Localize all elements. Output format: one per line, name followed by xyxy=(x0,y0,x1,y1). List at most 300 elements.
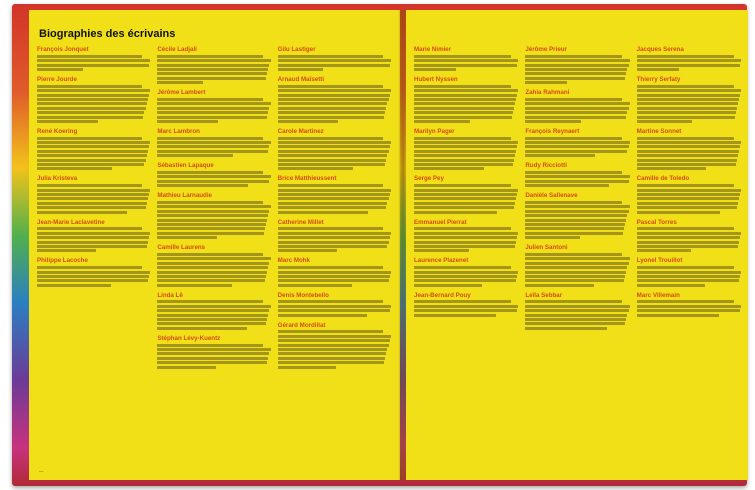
text-line xyxy=(157,150,268,153)
left-page xyxy=(29,10,400,480)
text-line xyxy=(637,59,741,62)
biography-text xyxy=(525,55,630,84)
text-line xyxy=(157,366,215,369)
author-name: Cécile Ladjali xyxy=(157,46,197,53)
biography-entry xyxy=(637,128,742,171)
text-line xyxy=(637,189,741,192)
text-line xyxy=(157,205,270,208)
biography-entry xyxy=(414,76,519,123)
text-line xyxy=(157,111,268,114)
text-line xyxy=(525,98,622,101)
text-line xyxy=(37,236,149,239)
text-line xyxy=(37,279,148,282)
text-line xyxy=(525,309,628,312)
biography-text xyxy=(278,85,392,123)
author-name: Hubert Nyssen xyxy=(414,75,458,83)
text-line xyxy=(414,68,456,71)
text-line xyxy=(278,227,383,230)
text-line xyxy=(157,68,268,71)
text-line xyxy=(637,206,737,209)
text-line xyxy=(414,249,469,252)
text-line xyxy=(278,107,387,110)
text-line xyxy=(37,59,150,62)
text-line xyxy=(525,154,595,157)
text-line xyxy=(637,284,705,287)
text-line xyxy=(37,116,143,119)
text-line xyxy=(278,305,391,308)
text-line xyxy=(637,68,679,71)
text-line xyxy=(157,275,266,278)
biography-text xyxy=(525,98,630,123)
text-line xyxy=(37,89,150,92)
text-line xyxy=(37,202,147,205)
text-line xyxy=(37,154,147,157)
text-line xyxy=(414,107,514,110)
right-column-1 xyxy=(414,46,519,335)
text-line xyxy=(278,330,383,333)
text-line xyxy=(637,305,741,308)
text-line xyxy=(637,98,739,101)
text-line xyxy=(157,184,247,187)
author-name: Rudy Ricciotti xyxy=(525,162,567,170)
text-line xyxy=(278,163,385,166)
text-line xyxy=(157,81,203,84)
biography-entry xyxy=(278,128,392,171)
text-line xyxy=(637,141,741,144)
open-book xyxy=(12,4,747,486)
text-line xyxy=(278,202,388,205)
author-name: Philippe Lacoche xyxy=(37,257,88,265)
text-line xyxy=(414,309,517,312)
biography-text xyxy=(414,137,519,171)
text-line xyxy=(414,85,511,88)
text-line xyxy=(37,111,144,114)
author-name: Stéphan Lévy-Kuentz xyxy=(157,334,221,342)
biography-text xyxy=(37,137,151,171)
text-line xyxy=(414,137,511,140)
text-line xyxy=(525,322,625,325)
author-name: Danièle Sallenave xyxy=(525,192,578,200)
biography-entry xyxy=(637,292,742,317)
page-number: — xyxy=(39,469,44,474)
text-line xyxy=(525,262,628,265)
text-line xyxy=(414,245,515,248)
author-name: René Koering xyxy=(37,127,78,135)
text-line xyxy=(414,227,511,230)
text-line xyxy=(637,163,736,166)
author-name: Jérôme Prieur xyxy=(525,46,567,53)
text-line xyxy=(278,249,337,252)
text-line xyxy=(525,81,567,84)
text-line xyxy=(525,214,627,217)
author-name: Julia Kristeva xyxy=(37,175,78,183)
text-line xyxy=(157,227,264,230)
biography-text xyxy=(637,266,742,287)
biography-entry xyxy=(157,89,271,123)
text-line xyxy=(414,241,516,244)
text-line xyxy=(278,55,383,58)
text-line xyxy=(37,227,142,230)
text-line xyxy=(157,322,266,325)
text-line xyxy=(525,102,629,105)
text-line xyxy=(525,145,628,148)
text-line xyxy=(157,116,267,119)
biography-text xyxy=(637,300,742,316)
biography-entry xyxy=(157,192,271,239)
text-line xyxy=(525,175,629,178)
text-line xyxy=(637,227,734,230)
biography-entry xyxy=(37,46,151,71)
text-line xyxy=(157,318,267,321)
text-line xyxy=(157,357,268,360)
text-line xyxy=(525,55,622,58)
text-line xyxy=(278,59,391,62)
text-line xyxy=(157,137,262,140)
text-line xyxy=(37,184,142,187)
biography-entry xyxy=(414,292,519,317)
text-line xyxy=(525,171,622,174)
text-line xyxy=(278,300,383,303)
text-line xyxy=(157,154,232,157)
text-line xyxy=(414,197,516,200)
biography-text xyxy=(637,227,742,252)
text-line xyxy=(414,154,515,157)
text-line xyxy=(37,141,150,144)
biography-entry xyxy=(637,76,742,123)
author-name: Pascal Torres xyxy=(636,218,677,226)
biography-text xyxy=(37,184,151,213)
author-name: Carole Martinez xyxy=(277,127,324,135)
text-line xyxy=(157,305,270,308)
text-line xyxy=(157,145,269,148)
text-line xyxy=(278,154,388,157)
biography-entry xyxy=(157,244,271,287)
biography-entry xyxy=(637,219,742,253)
text-line xyxy=(278,314,367,317)
author-name: Catherine Millet xyxy=(277,218,324,226)
author-name: Camille Laurens xyxy=(157,244,206,252)
text-line xyxy=(414,232,518,235)
text-line xyxy=(525,201,622,204)
text-line xyxy=(414,300,511,303)
text-line xyxy=(37,163,144,166)
biography-text xyxy=(414,266,519,287)
text-line xyxy=(278,266,383,269)
text-line xyxy=(278,352,387,355)
text-line xyxy=(37,107,146,110)
text-line xyxy=(157,219,267,222)
author-name: Jacques Serena xyxy=(636,46,684,53)
text-line xyxy=(278,245,388,248)
biography-entry xyxy=(637,46,742,71)
biography-entry xyxy=(278,322,392,369)
text-line xyxy=(414,141,518,144)
biography-text xyxy=(637,55,742,71)
text-line xyxy=(637,309,740,312)
text-line xyxy=(278,141,391,144)
author-name: Zahia Rahmani xyxy=(525,89,570,97)
text-line xyxy=(414,206,514,209)
author-name: Jean-Marie Laclavetine xyxy=(37,218,105,226)
text-line xyxy=(157,201,262,204)
author-name: Jean-Bernard Pouy xyxy=(414,291,471,299)
biography-text xyxy=(37,266,151,287)
text-line xyxy=(525,271,626,274)
biography-entry xyxy=(414,219,519,253)
text-line xyxy=(278,197,389,200)
text-line xyxy=(414,98,516,101)
text-line xyxy=(37,284,111,287)
text-line xyxy=(414,184,511,187)
text-line xyxy=(278,275,390,278)
text-line xyxy=(525,77,625,80)
text-line xyxy=(37,241,148,244)
biography-text xyxy=(525,137,630,158)
biography-text xyxy=(637,184,742,213)
biography-text xyxy=(278,227,392,252)
right-column-3 xyxy=(637,46,742,335)
author-name: Emmanuel Pierrat xyxy=(414,218,467,226)
biography-entry xyxy=(37,257,151,286)
biography-text xyxy=(278,137,392,171)
text-line xyxy=(525,305,629,308)
biography-entry xyxy=(157,335,271,369)
text-line xyxy=(278,284,352,287)
author-name: Camille de Toledo xyxy=(636,175,690,183)
text-line xyxy=(414,145,517,148)
text-line xyxy=(637,275,740,278)
text-line xyxy=(637,184,734,187)
biography-entry xyxy=(37,128,151,171)
text-line xyxy=(157,180,269,183)
text-line xyxy=(637,167,707,170)
author-name: Jérôme Lambert xyxy=(157,89,206,97)
biography-entry xyxy=(157,162,271,187)
text-line xyxy=(637,55,734,58)
biography-entry xyxy=(278,219,392,253)
text-line xyxy=(525,318,626,321)
text-line xyxy=(637,85,734,88)
text-line xyxy=(525,210,628,213)
text-line xyxy=(37,249,96,252)
biography-entry xyxy=(278,46,392,71)
author-name: Gérard Mordillat xyxy=(277,321,326,329)
text-line xyxy=(157,309,269,312)
biography-text xyxy=(278,266,392,287)
text-line xyxy=(525,141,629,144)
text-line xyxy=(157,175,270,178)
text-line xyxy=(37,85,142,88)
text-line xyxy=(37,94,149,97)
biography-entry xyxy=(278,175,392,213)
text-line xyxy=(37,120,98,123)
text-line xyxy=(525,120,581,123)
biography-text xyxy=(37,227,151,252)
text-line xyxy=(157,171,262,174)
text-line xyxy=(637,314,719,317)
biography-entry xyxy=(525,128,630,157)
text-line xyxy=(637,279,739,282)
text-line xyxy=(637,232,741,235)
text-line xyxy=(278,232,391,235)
biography-text xyxy=(157,98,271,123)
author-name: Marc Lambron xyxy=(157,127,200,135)
text-line xyxy=(157,210,269,213)
biography-entry xyxy=(278,292,392,317)
text-line xyxy=(637,245,738,248)
text-line xyxy=(278,85,383,88)
text-line xyxy=(157,102,270,105)
text-line xyxy=(157,223,266,226)
biography-entry xyxy=(525,244,630,287)
author-name: Denis Montebello xyxy=(277,291,329,299)
biography-entry xyxy=(525,89,630,123)
text-line xyxy=(157,344,262,347)
text-line xyxy=(278,279,389,282)
left-columns xyxy=(37,46,392,374)
biography-text xyxy=(414,184,519,213)
text-line xyxy=(37,150,148,153)
biography-text xyxy=(157,201,271,239)
biography-text xyxy=(157,300,271,329)
biography-entry xyxy=(414,175,519,213)
text-line xyxy=(525,72,626,75)
text-line xyxy=(414,150,516,153)
author-name: Sébastien Lapaque xyxy=(157,162,214,170)
text-line xyxy=(37,206,146,209)
text-line xyxy=(278,348,388,351)
biography-entry xyxy=(157,46,271,84)
biography-entry xyxy=(37,76,151,123)
author-name: Martine Sonnet xyxy=(636,127,682,135)
text-line xyxy=(525,227,624,230)
biography-text xyxy=(414,227,519,252)
author-name: Marc Villemain xyxy=(636,291,680,299)
text-line xyxy=(278,189,391,192)
biography-text xyxy=(37,55,151,71)
text-line xyxy=(278,335,391,338)
author-name: Julien Santoni xyxy=(525,244,568,252)
text-line xyxy=(414,59,518,62)
biography-text xyxy=(157,55,271,84)
biography-text xyxy=(525,300,630,329)
text-line xyxy=(637,241,739,244)
text-line xyxy=(278,361,384,364)
biography-text xyxy=(414,85,519,123)
text-line xyxy=(637,64,740,67)
text-line xyxy=(414,94,517,97)
left-column-1 xyxy=(37,46,151,374)
text-line xyxy=(278,357,385,360)
text-line xyxy=(525,180,628,183)
text-line xyxy=(525,116,626,119)
biography-text xyxy=(525,171,630,187)
text-line xyxy=(414,314,496,317)
text-line xyxy=(157,361,267,364)
biography-text xyxy=(278,55,392,71)
biography-text xyxy=(37,85,151,123)
text-line xyxy=(278,94,390,97)
text-line xyxy=(637,266,734,269)
text-line xyxy=(525,275,625,278)
left-column-2 xyxy=(157,46,271,374)
text-line xyxy=(637,236,740,239)
text-line xyxy=(278,309,390,312)
text-line xyxy=(157,107,269,110)
text-line xyxy=(157,72,267,75)
text-line xyxy=(278,211,368,214)
text-line xyxy=(414,55,511,58)
text-line xyxy=(414,189,518,192)
text-line xyxy=(414,279,516,282)
text-line xyxy=(157,279,264,282)
text-line xyxy=(157,262,269,265)
text-line xyxy=(37,211,127,214)
author-name: Marie Nimier xyxy=(414,46,452,53)
biography-text xyxy=(525,201,630,239)
text-line xyxy=(525,300,622,303)
text-line xyxy=(157,266,268,269)
biography-entry xyxy=(637,175,742,213)
biography-text xyxy=(157,171,271,187)
author-name: Pierre Jourde xyxy=(37,75,77,83)
text-line xyxy=(37,189,150,192)
text-line xyxy=(37,159,146,162)
biography-entry xyxy=(157,292,271,330)
text-line xyxy=(278,98,389,101)
left-column-3 xyxy=(278,46,392,374)
text-line xyxy=(157,236,216,239)
biography-entry xyxy=(414,128,519,171)
author-name: Arnaud Maïsetti xyxy=(277,75,325,83)
text-line xyxy=(157,55,262,58)
text-line xyxy=(525,279,624,282)
biography-entry xyxy=(157,128,271,157)
text-line xyxy=(157,300,262,303)
text-line xyxy=(37,137,142,140)
text-line xyxy=(637,145,740,148)
text-line xyxy=(525,327,607,330)
author-name: Serge Pey xyxy=(414,175,444,183)
text-line xyxy=(414,193,517,196)
biography-entry xyxy=(278,76,392,123)
text-line xyxy=(414,163,513,166)
text-line xyxy=(525,266,627,269)
text-line xyxy=(637,271,741,274)
biography-text xyxy=(278,184,392,213)
text-line xyxy=(525,257,629,260)
biography-text xyxy=(637,137,742,171)
text-line xyxy=(414,111,513,114)
text-line xyxy=(414,116,512,119)
text-line xyxy=(278,120,339,123)
author-name: Laurence Plazenet xyxy=(414,257,469,265)
text-line xyxy=(414,266,511,269)
text-line xyxy=(157,327,246,330)
biography-entry xyxy=(525,46,630,84)
text-line xyxy=(525,205,629,208)
text-line xyxy=(37,145,149,148)
text-line xyxy=(525,137,622,140)
text-line xyxy=(278,111,385,114)
text-line xyxy=(157,77,266,80)
text-line xyxy=(278,102,388,105)
author-name: Mathieu Larnaudie xyxy=(157,192,212,200)
text-line xyxy=(414,236,517,239)
biography-entry xyxy=(525,192,630,239)
text-line xyxy=(157,284,231,287)
text-line xyxy=(525,59,629,62)
